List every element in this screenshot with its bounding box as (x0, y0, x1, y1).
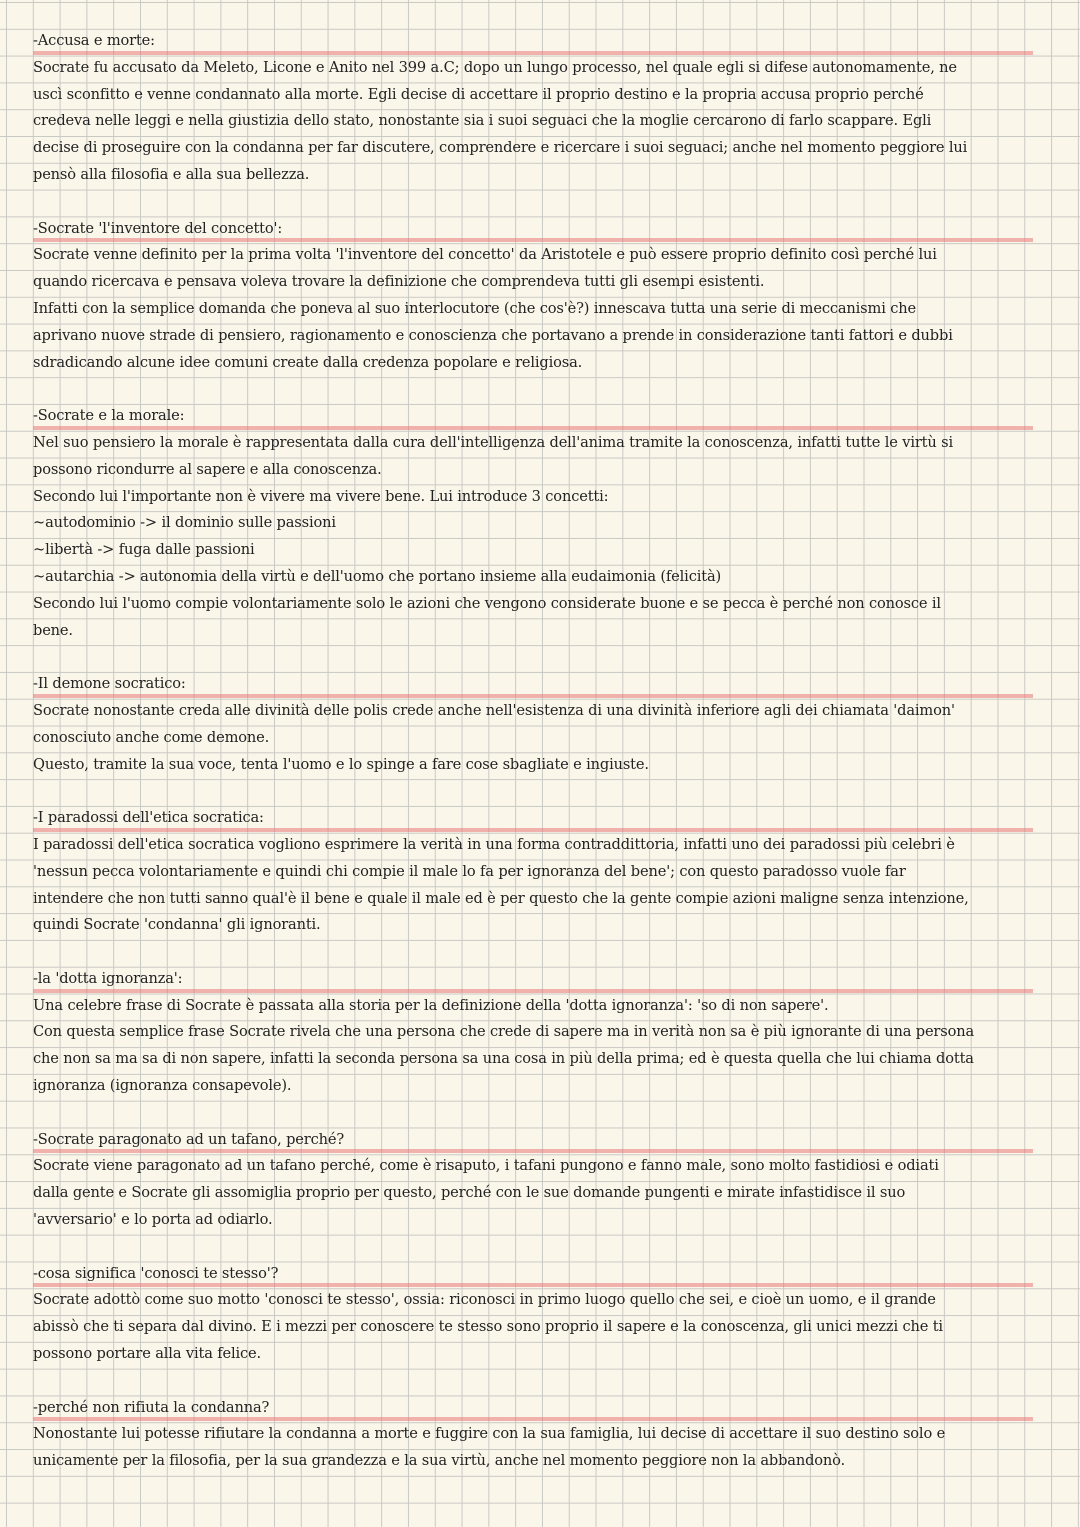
text-line: conosciuto anche come demone. (33, 728, 270, 746)
text-line: Questo, tramite la sua voce, tenta l'uomo e lo spinge a fare cose sbagliate e ingiuste. (33, 755, 649, 773)
text-line: che non sa ma sa di non sapere, infatti la seconda persona sa una cosa in più della prima; ed è questa quella che lui chiama dotta (33, 1050, 974, 1068)
note-section (33, 1261, 1033, 1368)
note-section (33, 966, 1033, 1100)
text-line: possono portare alla vita felice. (33, 1345, 262, 1363)
text-line: Nonostante lui potesse rifiutare la condanna a morte e fuggire con la sua famiglia, lui decise di accettare il suo destino solo e (33, 1425, 946, 1443)
text-line: pensò alla filosofia e alla sua bellezza. (33, 165, 310, 183)
text-line: unicamente per la filosofia, per la sua grandezza e la sua virtù, anche nel momento peggiore non la abbandonò. (33, 1452, 846, 1470)
section-title: -Accusa e morte: (33, 28, 1033, 55)
text-line: abissò che ti separa dal divino. E i mezzi per conoscere te stesso sono proprio il sapere e la conoscenza, gli unici mezzi che ti (33, 1318, 943, 1336)
text-line: ~autodominio -> il dominio sulle passioni (33, 514, 336, 532)
note-section (33, 403, 1033, 644)
section-title: -Socrate e la morale: (33, 403, 1033, 430)
note-section (33, 1395, 1033, 1475)
text-line: decise di proseguire con la condanna per far discutere, comprendere e ricercare i suoi seguaci; anche nel momento peggiore lui (33, 139, 968, 157)
text-line: quando ricercava e pensava voleva trovare la definizione che comprendeva tutti gli esempi esistenti. (33, 273, 765, 291)
section-title: -cosa significa 'conosci te stesso'? (33, 1261, 1033, 1288)
text-line: ~autarchia -> autonomia della virtù e dell'uomo che portano insieme alla eudaimonia (felicità) (33, 567, 722, 585)
text-line: Socrate adottò come suo motto 'conosci te stesso', ossia: riconosci in primo luogo quello che sei, e cioè un uomo, e il grande (33, 1291, 936, 1309)
text-line: Infatti con la semplice domanda che poneva al suo interlocutore (che cos'è?) innescava tutta una serie di meccanismi che (33, 299, 916, 317)
section-title: -Socrate 'l'inventore del concetto': (33, 216, 1033, 243)
text-line: Nel suo pensiero la morale è rappresentata dalla cura dell'intelligenza dell'anima tramite la conoscenza, infatti tutte le virtù si (33, 433, 953, 451)
text-line: sdradicando alcune idee comuni create dalla credenza popolare e religiosa. (33, 353, 583, 371)
notes-page (33, 28, 1033, 1502)
text-line: quindi Socrate 'condanna' gli ignoranti. (33, 916, 321, 934)
note-section (33, 28, 1033, 189)
text-line: Secondo lui l'uomo compie volontariamente solo le azioni che vengono considerate buone e se pecca è perché non conosce il (33, 594, 941, 612)
text-line: intendere che non tutti sanno qual'è il bene e quale il male ed è per questo che la gente compie azioni maligne senza intenzione, (33, 889, 969, 907)
section-title: -perché non rifiuta la condanna? (33, 1395, 1033, 1422)
text-line: dalla gente e Socrate gli assomiglia proprio per questo, perché con le sue domande pungenti e mirate infastidisce il suo (33, 1184, 906, 1202)
section-title: -Il demone socratico: (33, 671, 1033, 698)
text-line: uscì sconfitto e venne condannato alla morte. Egli decise di accettare il proprio destino e la propria accusa proprio perché (33, 85, 924, 103)
note-section (33, 216, 1033, 377)
text-line: ignoranza (ignoranza consapevole). (33, 1077, 292, 1095)
text-line: Una celebre frase di Socrate è passata alla storia per la definizione della 'dotta ignoranza': 'so di non sapere'. (33, 996, 829, 1014)
text-line: possono ricondurre al sapere e alla conoscenza. (33, 460, 382, 478)
text-line: Socrate nonostante creda alle divinità delle polis crede anche nell'esistenza di una divinità inferiore agli dei chiamata 'daimon' (33, 701, 955, 719)
text-line: aprivano nuove strade di pensiero, ragionamento e conoscienza che portavano a prende in considerazione tanti fattori e dubbi (33, 326, 953, 344)
text-line: Secondo lui l'importante non è vivere ma vivere bene. Lui introduce 3 concetti: (33, 487, 609, 505)
section-title: -Socrate paragonato ad un tafano, perché? (33, 1127, 1033, 1154)
note-section (33, 1127, 1033, 1234)
note-section (33, 805, 1033, 939)
text-line: Socrate viene paragonato ad un tafano perché, come è risaputo, i tafani pungono e fanno male, sono molto fastidiosi e odiati (33, 1157, 939, 1175)
text-line: bene. (33, 621, 73, 639)
section-title: -I paradossi dell'etica socratica: (33, 805, 1033, 832)
note-section (33, 671, 1033, 778)
text-line: 'nessun pecca volontariamente e quindi chi compie il male lo fa per ignoranza del bene'; con questo paradosso vuole far (33, 862, 906, 880)
section-title: -la 'dotta ignoranza': (33, 966, 1033, 993)
text-line: credeva nelle leggi e nella giustizia dello stato, nonostante sia i suoi seguaci che la moglie cercarono di farlo scappare. Egli (33, 112, 932, 130)
text-line: Socrate fu accusato da Meleto, Licone e Anito nel 399 a.C; dopo un lungo processo, nel quale egli si difese autonomamente, ne (33, 58, 957, 76)
text-line: Con questa semplice frase Socrate rivela che una persona che crede di sapere ma in verità non sa è più ignorante di una persona (33, 1023, 975, 1041)
text-line: ~libertà -> fuga dalle passioni (33, 541, 255, 559)
text-line: Socrate venne definito per la prima volta 'l'inventore del concetto' da Aristotele e può essere proprio definito così perché lui (33, 246, 937, 264)
text-line: I paradossi dell'etica socratica vogliono esprimere la verità in una forma contraddittoria, infatti uno dei paradossi più celebri è (33, 835, 955, 853)
text-line: 'avversario' e lo porta ad odiarlo. (33, 1211, 273, 1229)
